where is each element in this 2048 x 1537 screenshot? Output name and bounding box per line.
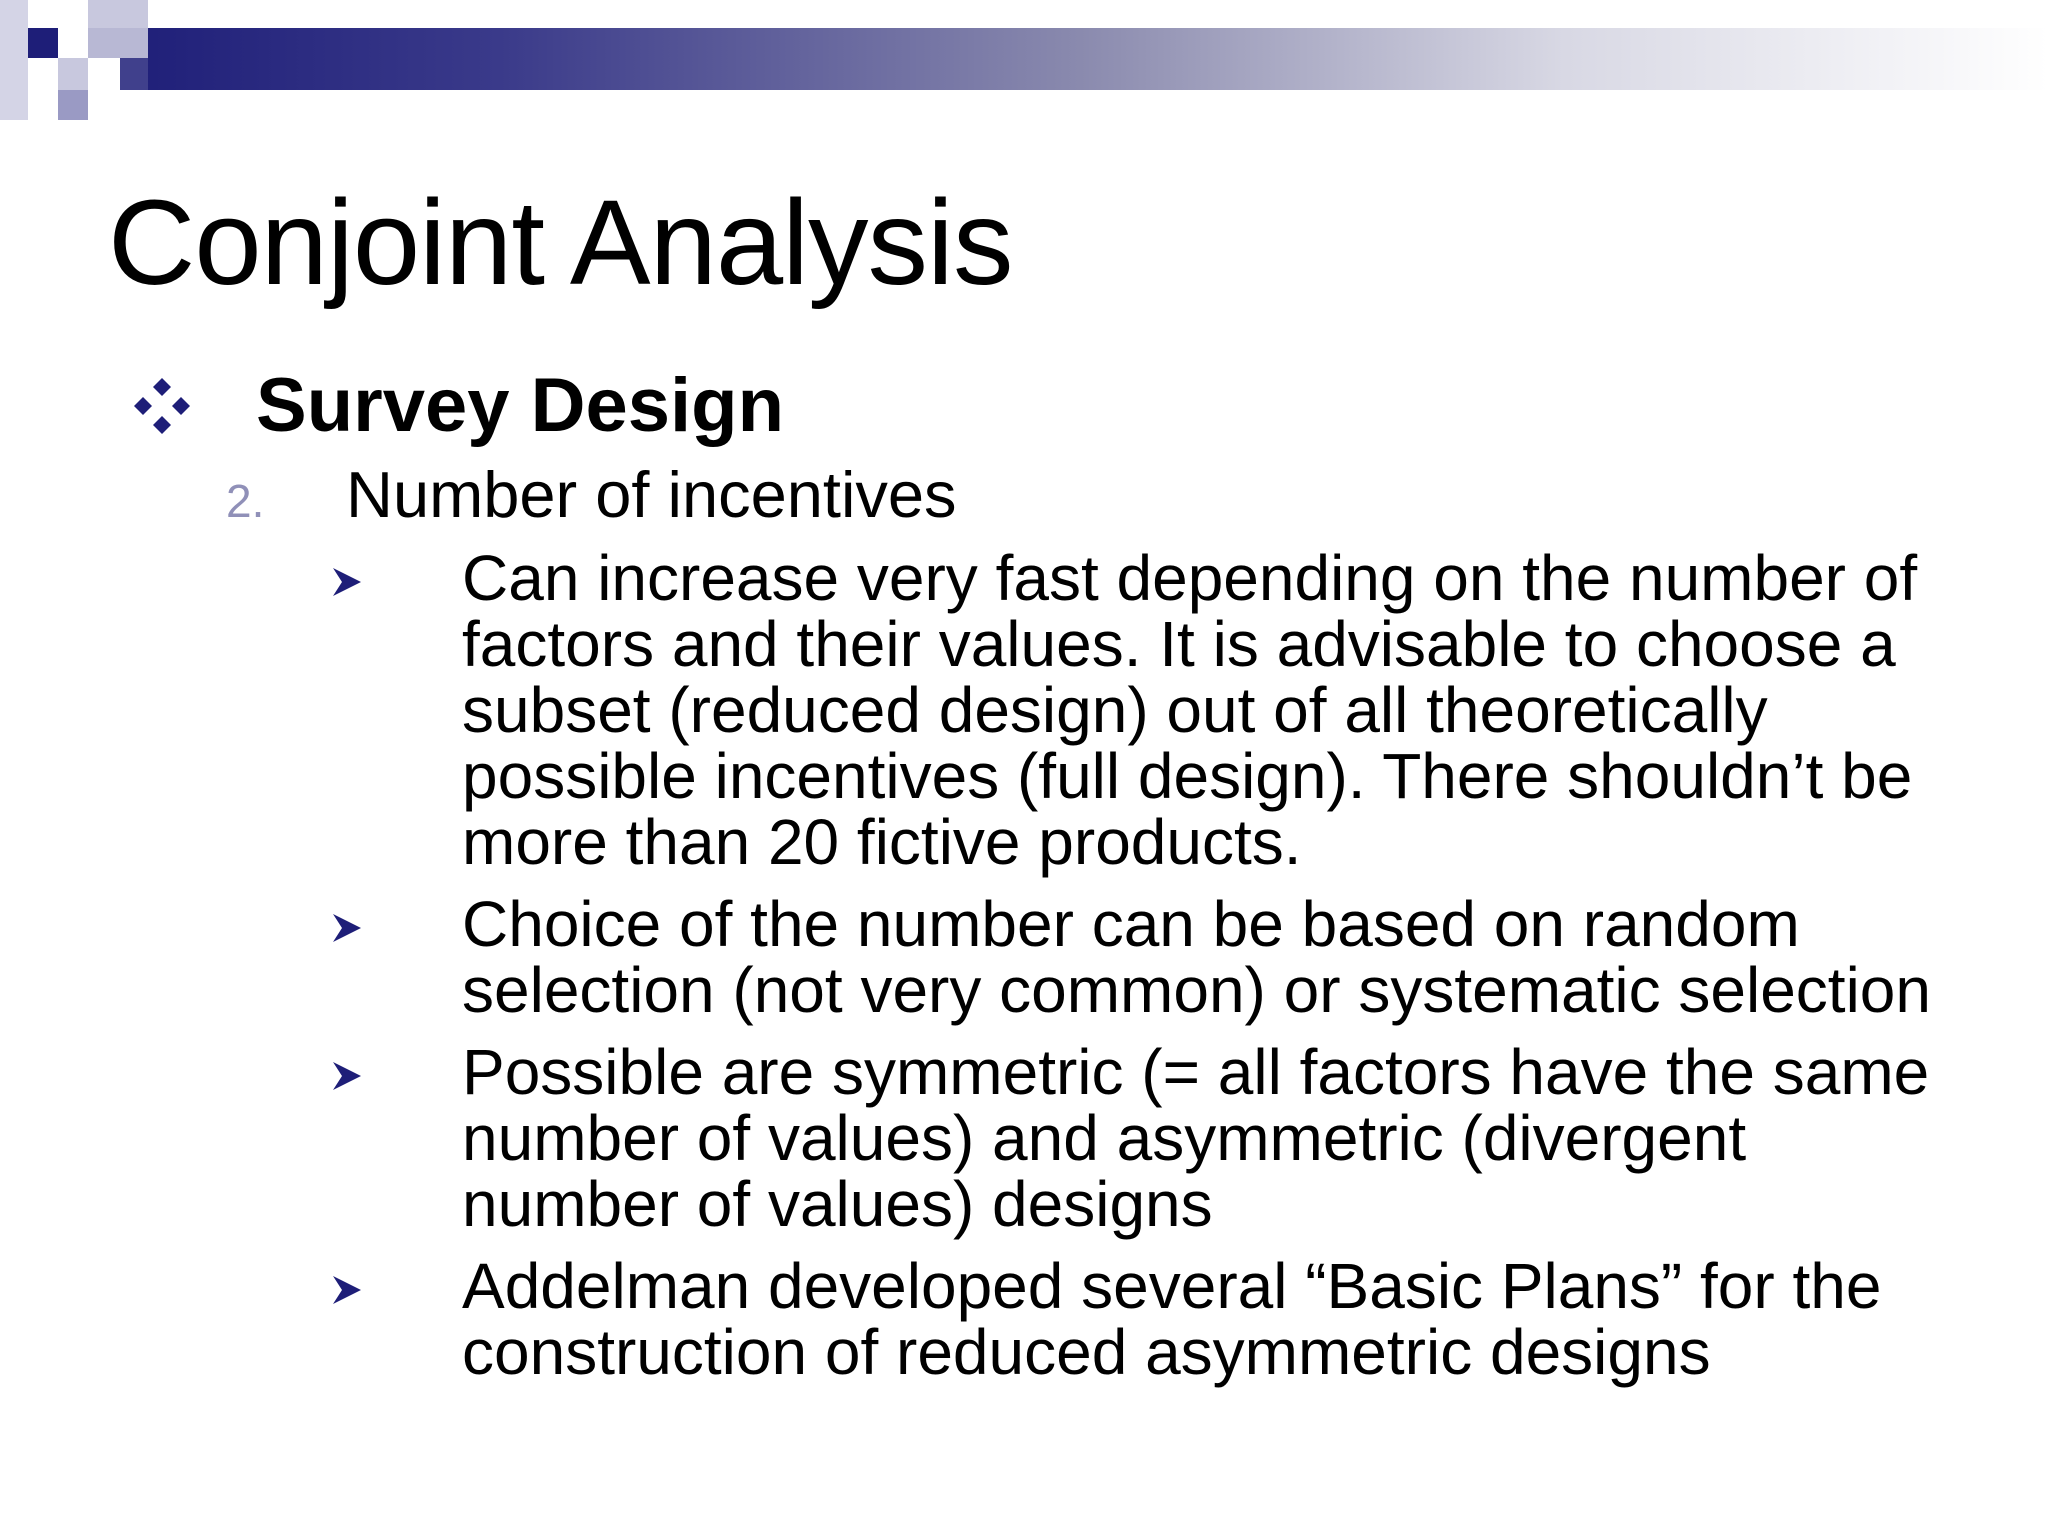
sub-bullet-item [330, 1250, 2030, 1388]
sub-bullet-item [330, 1036, 2030, 1240]
sub-bullet-list [330, 542, 2030, 1401]
item-number: 2. [226, 475, 265, 527]
arrowhead-bullet-icon [330, 565, 364, 599]
four-diamond-bullet-icon [130, 374, 194, 438]
header-square [0, 0, 28, 120]
numbered-item [226, 458, 957, 531]
sub-bullet-text: Can increase very fast depending on the number of factors and their values. It is advisable to choose a subset (reduced design) out of all theoretically possible incentives (full design). There shouldn’t be more than 20 fictive products. [462, 542, 1918, 878]
arrowhead-bullet-icon [330, 911, 364, 945]
header-gradient-bar [112, 28, 2048, 90]
sub-bullet-item [330, 888, 2030, 1026]
slide-title: Conjoint Analysis [108, 174, 1013, 310]
header-square [58, 90, 88, 120]
header-square [120, 58, 148, 90]
sub-bullet-text: Choice of the number can be based on random selection (not very common) or systematic selection [462, 888, 1931, 1026]
sub-bullet-text: Addelman developed several “Basic Plans” for the construction of reduced asymmetric designs [462, 1250, 1882, 1388]
header-square [28, 28, 58, 58]
header-square [58, 58, 88, 90]
level1-bullet [130, 363, 784, 448]
arrowhead-bullet-icon [330, 1059, 364, 1093]
numbered-item-text: Number of incentives [346, 458, 957, 531]
header-square [88, 0, 148, 28]
level1-text: Survey Design [256, 363, 784, 448]
header-square [88, 28, 148, 58]
sub-bullet-text: Possible are symmetric (= all factors have the same number of values) and asymmetric (divergent number of values) designs [462, 1036, 1930, 1240]
arrowhead-bullet-icon [330, 1273, 364, 1307]
sub-bullet-item [330, 542, 2030, 878]
